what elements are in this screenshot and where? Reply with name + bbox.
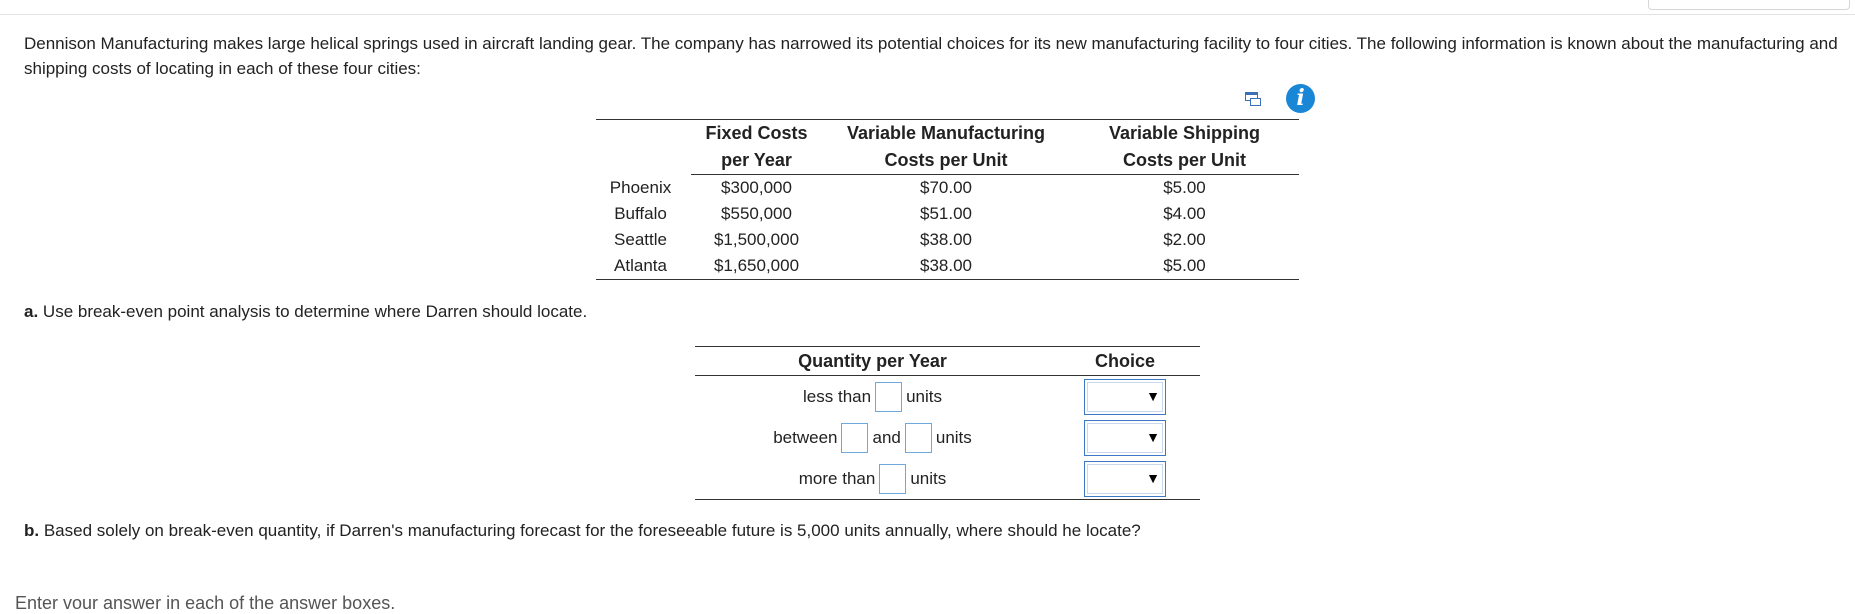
- header-variable-mfg-line2: Costs per Unit: [822, 147, 1070, 175]
- fixed-cost: $1,650,000: [713, 256, 800, 275]
- variable-shipping-cost: $5.00: [1163, 178, 1206, 197]
- top-right-control[interactable]: [1648, 0, 1850, 10]
- choice-dropdown-2[interactable]: [1084, 420, 1166, 456]
- header-fixed-costs-line2: per Year: [691, 147, 822, 175]
- quantity-cell: [695, 376, 1050, 418]
- data-sheet-icon[interactable]: [1245, 91, 1261, 105]
- choice-cell: [1050, 417, 1200, 458]
- city-name: Seattle: [614, 230, 667, 249]
- between-lower-quantity-input[interactable]: [841, 423, 868, 453]
- city-name: Buffalo: [614, 204, 667, 223]
- chevron-down-icon: ▼: [1146, 387, 1160, 404]
- answer-table: [695, 346, 1200, 500]
- table-row: [596, 201, 1299, 227]
- question-b: [24, 521, 1141, 541]
- choice-cell: [1050, 458, 1200, 500]
- fixed-cost: $1,500,000: [713, 230, 800, 249]
- header-quantity-per-year: Quantity per Year: [695, 347, 1050, 376]
- variable-mfg-cost: $38.00: [920, 256, 972, 275]
- between-label: between: [773, 427, 838, 447]
- question-a-label: a.: [24, 302, 39, 321]
- header-variable-shipping-line1: Variable Shipping: [1108, 123, 1261, 143]
- variable-mfg-cost: $38.00: [920, 230, 972, 249]
- and-label: and: [872, 427, 901, 447]
- answer-instructions: Enter vour answer in each of the answer boxes.: [15, 593, 396, 613]
- info-icon[interactable]: i: [1286, 84, 1315, 113]
- header-choice: Choice: [1050, 347, 1200, 376]
- more-than-quantity-input[interactable]: [879, 464, 906, 494]
- more-than-label: more than: [798, 468, 876, 488]
- less-than-quantity-input[interactable]: [875, 382, 902, 412]
- answer-row-more-than: [695, 458, 1200, 500]
- fixed-cost: $550,000: [721, 204, 792, 223]
- answer-row-between: [695, 417, 1200, 458]
- variable-mfg-cost: $70.00: [920, 178, 972, 197]
- choice-dropdown-3[interactable]: [1084, 461, 1166, 497]
- variable-mfg-cost: $51.00: [920, 204, 972, 223]
- corner-header: [596, 120, 691, 148]
- question-a: [24, 302, 587, 322]
- table-row: [596, 253, 1299, 280]
- fixed-cost: $300,000: [721, 178, 792, 197]
- between-upper-quantity-input[interactable]: [905, 423, 932, 453]
- header-fixed-costs-line1: Fixed Costs: [705, 123, 808, 143]
- choice-dropdown-1[interactable]: [1084, 379, 1166, 415]
- less-than-label: less than: [803, 386, 872, 406]
- quantity-cell: [695, 458, 1050, 500]
- variable-shipping-cost: $2.00: [1163, 230, 1206, 249]
- chevron-down-icon: ▼: [1146, 469, 1160, 486]
- question-b-label: b.: [24, 521, 40, 540]
- top-divider: [0, 14, 1855, 15]
- corner-header: [596, 147, 691, 175]
- question-b-text: Based solely on break-even quantity, if Darren's manufacturing forecast for the foreseeable future is 5,000 units annually, where should he locate?: [39, 521, 1141, 540]
- table-row: [596, 227, 1299, 253]
- variable-shipping-cost: $5.00: [1163, 256, 1206, 275]
- quantity-cell: [695, 417, 1050, 458]
- units-label: units: [910, 468, 947, 488]
- units-label: units: [935, 427, 972, 447]
- header-variable-mfg-line1: Variable Manufacturing: [846, 123, 1046, 143]
- question-a-text: Use break-even point analysis to determine where Darren should locate.: [38, 302, 588, 321]
- header-variable-shipping-line2: Costs per Unit: [1070, 147, 1299, 175]
- units-label: units: [906, 386, 942, 406]
- city-name: Atlanta: [614, 256, 667, 275]
- table-row: [596, 175, 1299, 202]
- city-name: Phoenix: [609, 177, 672, 197]
- chevron-down-icon: ▼: [1146, 428, 1160, 445]
- answer-row-less-than: [695, 376, 1200, 418]
- variable-shipping-cost: $4.00: [1163, 204, 1206, 223]
- choice-cell: [1050, 376, 1200, 418]
- problem-intro: Dennison Manufacturing makes large helical springs used in aircraft landing gear. The company has narrowed its potential choices for its new manufacturing facility to four cities. The following information is known about the manufacturing and shipping costs of locating in each of these four cities:: [24, 34, 1838, 78]
- cost-table: [596, 119, 1299, 280]
